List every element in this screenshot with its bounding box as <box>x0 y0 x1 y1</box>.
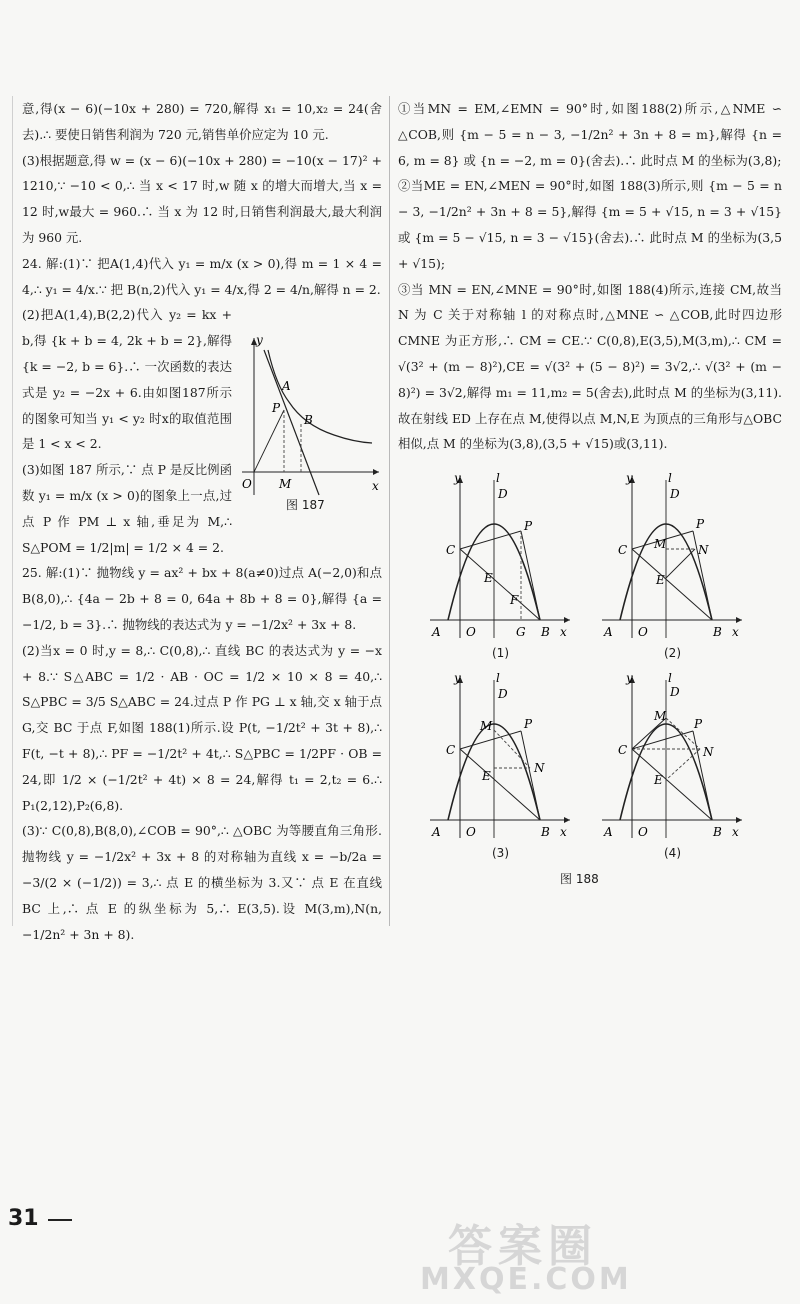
label-y: y <box>626 471 633 485</box>
label-d: D <box>670 685 680 699</box>
label-a: A <box>432 825 441 839</box>
label-c: C <box>446 543 456 557</box>
label-d: D <box>498 487 508 501</box>
watermark-line2: MXQE.COM <box>420 1262 632 1297</box>
label-o: O <box>466 625 476 639</box>
label-d: D <box>498 687 508 701</box>
label-d: D <box>670 487 680 501</box>
label-o: O <box>242 477 252 491</box>
figure-187 <box>234 330 384 520</box>
line-bc <box>632 749 712 820</box>
left-margin-rule <box>12 96 13 926</box>
page-number: 31 <box>8 1206 39 1231</box>
figure-188-caption: 图 188 <box>560 872 599 886</box>
label-b: B <box>713 625 722 639</box>
segment-ne <box>666 749 700 780</box>
figure-188-3-caption: (3) <box>492 846 509 860</box>
label-a: A <box>604 625 613 639</box>
segment-pb <box>521 531 540 620</box>
x-axis-arrow <box>736 817 742 823</box>
label-a: A <box>604 825 613 839</box>
label-y: y <box>454 671 461 685</box>
label-x: x <box>560 625 567 639</box>
label-n: N <box>703 745 714 759</box>
label-x: x <box>732 625 739 639</box>
segment-pb <box>521 731 540 820</box>
label-l: l <box>496 671 500 685</box>
figure-187-caption: 图 187 <box>286 498 325 512</box>
label-p: P <box>272 401 281 415</box>
figure-187-graph <box>234 330 384 500</box>
label-a: A <box>282 379 291 393</box>
x-axis-arrow <box>736 617 742 623</box>
label-x: x <box>560 825 567 839</box>
label-m: M <box>654 709 667 723</box>
label-b: B <box>541 825 550 839</box>
paragraph: 24. 解:(1)∵ 把A(1,4)代入 y₁ = m/x (x > 0),得 m = 1 × 4 = 4,∴ y₁ = 4/x.∵ 把 B(n,2)代入 y₁ = 4/x,得 2 = 4/n,解得 n = 2. <box>22 255 382 297</box>
label-y: y <box>626 671 633 685</box>
label-o: O <box>466 825 476 839</box>
label-e: E <box>484 571 493 585</box>
label-e: E <box>482 769 491 783</box>
segment-op <box>254 410 284 472</box>
label-b: B <box>713 825 722 839</box>
figure-188-2-caption: (2) <box>664 646 681 660</box>
watermark-line1: 答案圈 <box>448 1221 598 1272</box>
label-c: C <box>618 543 628 557</box>
label-n: N <box>698 543 709 557</box>
label-e: E <box>654 773 663 787</box>
paragraph: 25. 解:(1)∵ 抛物线 y = ax² + bx + 8(a≠0)过点 A(−2,0)和点 B(8,0),∴ {4a − 2b + 8 = 0, 64a + 8b + 8 = 0},解得 {a = −1/2, b = 3}.∴ 抛物线的表达式为 y = −1/2x² + 3x + 8. <box>22 565 382 632</box>
figure-188-1-caption: (1) <box>492 646 509 660</box>
label-p: P <box>694 717 703 731</box>
x-axis-arrow <box>564 617 570 623</box>
figure-188-graphs <box>410 468 750 848</box>
label-y: y <box>454 471 461 485</box>
figure-188-4-caption: (4) <box>664 846 681 860</box>
line-bc <box>460 749 540 820</box>
label-m: M <box>480 719 493 733</box>
watermark <box>420 1210 790 1300</box>
label-p: P <box>696 517 705 531</box>
x-axis-arrow <box>373 469 379 475</box>
left-column <box>22 96 382 947</box>
label-p: P <box>524 717 533 731</box>
paragraph: (2)当x = 0 时,y = 8,∴ C(0,8),∴ 直线 BC 的表达式为 y = −x + 8.∵ S△ABC = 1/2 · AB · OC = 1/2 × 10 × 8 = 40,∴ S△PBC = 3/5 S△ABC = 24.过点 P 作 PG ⊥ x 轴,交 x 轴于点 G,交 BC 于点 F,如图 188(1)所示.设 P(t, −1/2t² + 3t + 8),∴ F(t, −t + 8),∴ PF = −1/2t² + 4t,∴ S△PBC = 1/2PF · OB = 24,即 1/2 × (−1/2t² + 4t) × 8 = 24,解得 t₁ = 2,t₂ = 6.∴ P₁(2,12),P₂(6,8). <box>22 642 382 813</box>
label-x: x <box>372 479 379 493</box>
label-m: M <box>279 477 292 491</box>
paragraph: (3)根据题意,得 w = (x − 6)(−10x + 280) = −10(x − 17)² + 1210,∵ −10 < 0,∴ 当 x < 17 时,w 随 x 的增大而增大,当 x = 12 时,w最大 = 960.∴ 当 x 为 12 时,日销售利润最大,最大利润为 960 元. <box>22 152 382 245</box>
label-o: O <box>638 625 648 639</box>
label-o: O <box>638 825 648 839</box>
label-c: C <box>446 743 456 757</box>
label-m: M <box>654 537 667 551</box>
paragraph: (3)∵ C(0,8),B(8,0),∠COB = 90°,∴ △OBC 为等腰直角三角形.抛物线 y = −1/2x² + 3x + 8 的对称轴为直线 x = −b/2a = −3/(2 × (−1/2)) = 3,∴ 点 E 的横坐标为 3.又∵ 点 E 在直线 BC 上,∴ 点 E 的纵坐标为 5,∴ E(3,5).设 M(3,m),N(n, −1/2n² + 3n + 8). <box>22 823 382 942</box>
paragraph: (3)如图 187 所示,∵ 点 P 是反比例函数 y₁ = m/x (x > 0)的图象上一点,过点 P 作 PM ⊥ x 轴,垂足为 M,∴ S△POM = 1/2|m| = 1/2 × 4 = 2. <box>22 462 232 555</box>
segment-en <box>666 549 695 578</box>
x-axis-arrow <box>564 817 570 823</box>
column-divider <box>389 96 390 926</box>
label-f: F <box>510 593 519 607</box>
right-column <box>398 96 782 457</box>
label-l: l <box>496 471 500 485</box>
label-e: E <box>656 573 665 587</box>
label-y: y <box>256 333 263 347</box>
line-bc <box>460 549 540 620</box>
label-l: l <box>668 471 672 485</box>
label-b: B <box>541 625 550 639</box>
figure-188-4 <box>602 671 742 839</box>
label-x: x <box>732 825 739 839</box>
page-number-dash <box>48 1219 72 1221</box>
segment-cp <box>460 731 521 749</box>
paragraph: (2)把A(1,4),B(2,2)代入 y₂ = kx + b,得 {k + b = 4, 2k + b = 2},解得 {k = −2, b = 6}.∴ 一次函数的表达式是 y₂ = −2x + 6.由如图187所示的图象可知当 y₁ < y₂ 时x的取值范围是 1 < x < 2. <box>22 307 232 452</box>
figure-188 <box>410 468 750 888</box>
label-b: B <box>304 413 313 427</box>
label-c: C <box>618 743 628 757</box>
label-g: G <box>516 625 526 639</box>
label-l: l <box>668 671 672 685</box>
paragraph: ①当MN = EM,∠EMN = 90°时,如图188(2)所示,△NME ∽ △COB,则 {m − 5 = n − 3, −1/2n² + 3n + 8 = m},解得 {n = 6, m = 8} 或 {n = −2, m = 0}(舍去).∴ 此时点 M 的坐标为(3,8); <box>398 101 782 168</box>
figure-188-2 <box>602 471 742 639</box>
line-bc <box>632 549 712 620</box>
hyperbola-y1 <box>268 350 372 443</box>
paragraph: ③当 MN = EN,∠MNE = 90°时,如图 188(4)所示,连接 CM,故当 N 为 C 关于对称轴 l 的对称点时,△MNE ∽ △COB,此时四边形 CMNE 为正方形,∴ CM = CE.∵ C(0,8),E(3,5),M(3,m),∴ CM = √(3² + (m − 8)²),CE = √(3² + (5 − 8)²) = 3√2,∴ √(3² + (m − 8)²) = 3√2,解得 m₁ = 11,m₂ = 5(舍去),此时点 M 的坐标为(3,11).故在射线 ED 上存在点 M,使得以点 M,N,E 为顶点的三角形与△OBC 相似,点 M 的坐标为(3,8),(3,5 + √15)或(3,11). <box>398 281 782 452</box>
figure-188-3 <box>430 671 570 839</box>
figure-188-1 <box>430 471 570 639</box>
segment-cp <box>460 531 521 549</box>
label-p: P <box>524 519 533 533</box>
paragraph: 意,得(x − 6)(−10x + 280) = 720,解得 x₁ = 10,x₂ = 24(舍去).∴ 要使日销售利润为 720 元,销售单价应定为 10 元. <box>22 101 382 142</box>
label-n: N <box>534 761 545 775</box>
paragraph: ②当ME = EN,∠MEN = 90°时,如图 188(3)所示,则 {m − 5 = n − 3, −1/2n² + 3n + 8 = 5},解得 {m = 5 + √15, n = 3 + √15} 或 {m = 5 − √15, n = 3 − √15}(舍去).∴ 此时点 M 的坐标为(3,5 + √15); <box>398 178 782 271</box>
label-a: A <box>432 625 441 639</box>
